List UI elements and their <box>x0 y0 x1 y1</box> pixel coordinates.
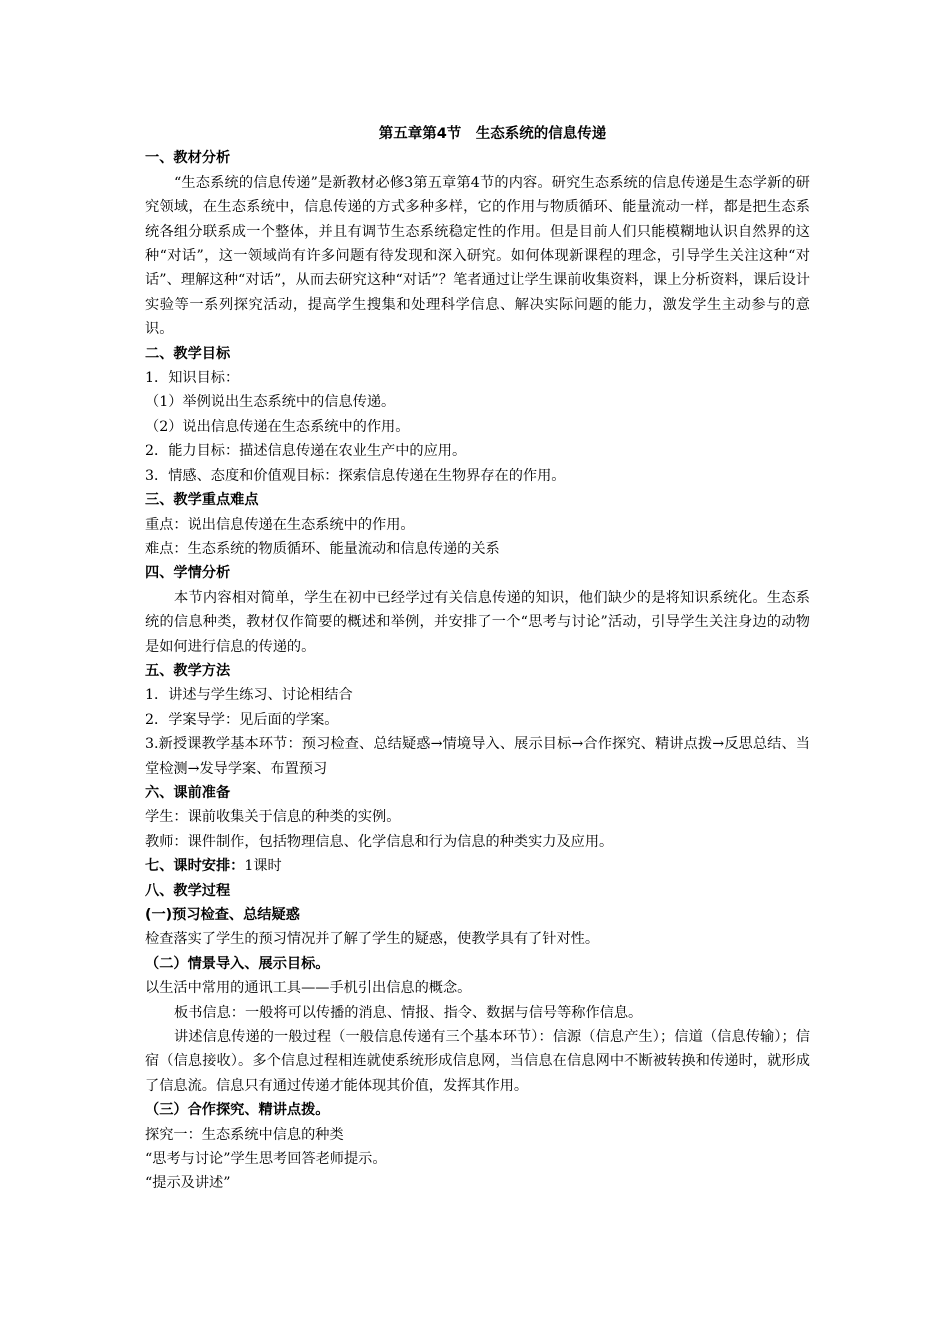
section-heading-6: 六、课前准备 <box>145 784 231 801</box>
document-title: 第五章第4节 生态系统的信息传递 <box>378 126 607 142</box>
section-heading-3: 三、教学重点难点 <box>145 492 259 509</box>
subsection-2-text: 以生活中常用的通讯工具——手机引出信息的概念。 <box>145 980 472 997</box>
subsection-3-line: “思考与讨论”学生思考回答老师提示。 <box>145 1151 387 1168</box>
section-1-paragraph: “生态系统的信息传递”是新教材必修3第五章第4节的内容。研究生态系统的信息传递是生态学新的研究领域，在生态系统中，信息传递的方式多种多样，它的作用与物质循环、能量流动一样，都是把生态系统各组分联系成一个整体，并且有调节生态系统稳定性的作用。但是目前人们只能模糊地认识自然界的这种“对话”，这一领域尚有许多问题有待发现和深入研究。如何体现新课程的理念，引导学生关注这种“对话”、理解这种“对话”，从而去研究这种“对话”？笔者通过让学生课前收集资料，课上分析资料，课后设计实验等一系列探究活动，提高学生搜集和处理科学信息、解决实际问题的能力，激发学生主动参与的意识。 <box>145 174 810 338</box>
section-heading-4: 四、学情分析 <box>145 565 231 582</box>
difficulty-line: 难点：生态系统的物质循环、能量流动和信息传递的关系 <box>145 540 500 557</box>
method-line: 2．学案导学：见后面的学案。 <box>145 711 339 728</box>
subsection-heading-2: （二）情景导入、展示目标。 <box>145 955 330 972</box>
schedule-value: 1课时 <box>244 858 282 875</box>
key-point-line: 重点：说出信息传递在生态系统中的作用。 <box>145 516 415 533</box>
section-heading-1: 一、教材分析 <box>145 150 231 167</box>
objective-line: （1）举例说出生态系统中的信息传递。 <box>145 394 396 411</box>
subsection-1-text: 检查落实了学生的预习情况并了解了学生的疑惑，使教学具有了针对性。 <box>145 931 600 948</box>
subsection-3-line: 探究一：生态系统中信息的种类 <box>145 1126 344 1143</box>
section-heading-2: 二、教学目标 <box>145 345 231 362</box>
subsection-2-paragraph: 板书信息：一般将可以传播的消息、情报、指令、数据与信号等称作信息。 <box>174 1004 643 1021</box>
objective-line: 3．情感、态度和价值观目标：探索信息传递在生物界存在的作用。 <box>145 467 566 484</box>
subsection-2-paragraph: 讲述信息传递的一般过程（一般信息传递有三个基本环节）：信源（信息产生）；信道（信息传输）；信宿（信息接收）。多个信息过程相连就使系统形成信息网，当信息在信息网中不断被转换和传递时，就形成了信息流。信息只有通过传递才能体现其价值，发挥其作用。 <box>145 1029 810 1094</box>
document-page <box>145 122 810 1196</box>
objective-line: （2）说出信息传递在生态系统中的作用。 <box>145 418 410 435</box>
prep-line: 教师：课件制作，包括物理信息、化学信息和行为信息的种类实力及应用。 <box>145 833 614 850</box>
objective-line: 1．知识目标： <box>145 370 240 387</box>
subsection-3-line: “提示及讲述” <box>145 1175 231 1192</box>
objective-line: 2．能力目标：描述信息传递在农业生产中的应用。 <box>145 443 467 460</box>
method-line: 3.新授课教学基本环节：预习检查、总结疑惑→情境导入、展示目标→合作探究、精讲点拨→反思总结、当堂检测→发导学案、布置预习 <box>145 736 810 777</box>
section-4-paragraph: 本节内容相对简单，学生在初中已经学过有关信息传递的知识，他们缺少的是将知识系统化。生态系统的信息种类，教材仅作简要的概述和举例，并安排了一个“思考与讨论”活动，引导学生关注身边的动物是如何进行信息的传递的。 <box>145 589 810 655</box>
subsection-heading-1: (一)预习检查、总结疑惑 <box>145 907 300 923</box>
prep-line: 学生：课前收集关于信息的种类的实例。 <box>145 809 401 826</box>
method-line: 1．讲述与学生练习、讨论相结合 <box>145 687 353 704</box>
section-heading-7: 七、课时安排： <box>145 858 245 875</box>
section-heading-8: 八、教学过程 <box>145 882 231 899</box>
section-heading-5: 五、教学方法 <box>145 662 231 679</box>
schedule-line <box>145 854 810 878</box>
subsection-heading-3: （三）合作探究、精讲点拨。 <box>145 1102 330 1119</box>
